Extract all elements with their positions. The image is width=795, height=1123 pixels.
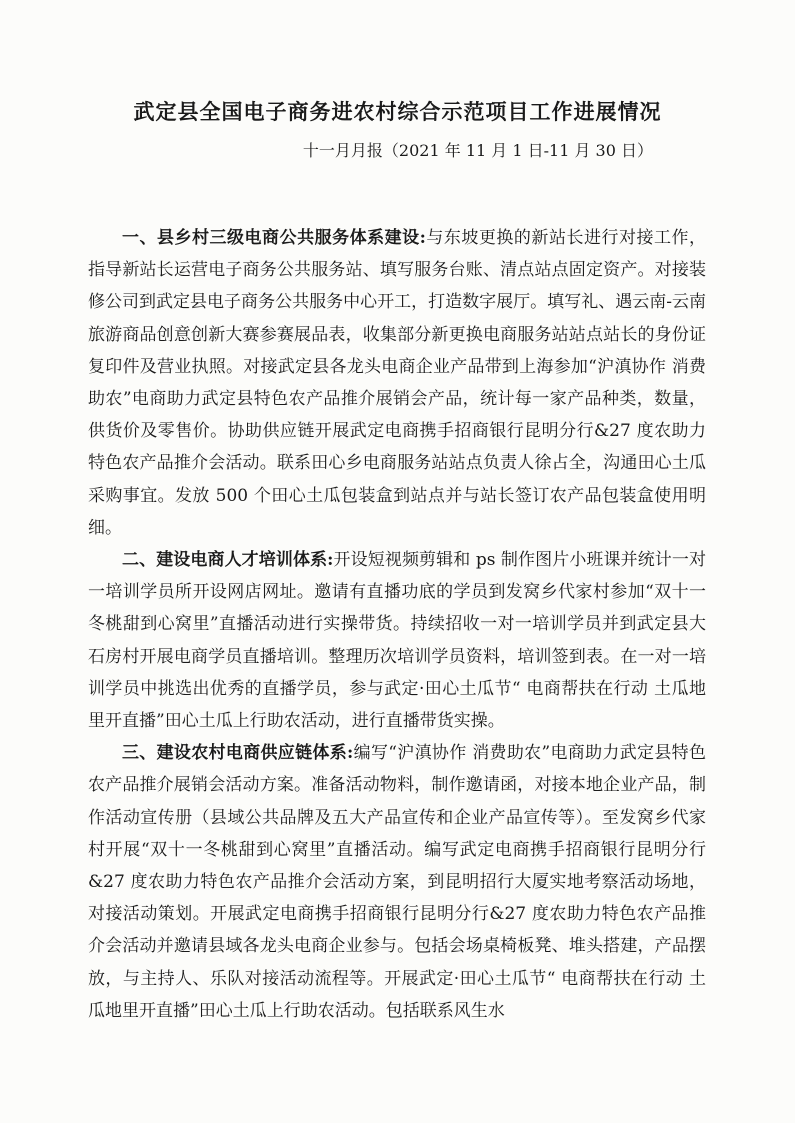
- section-1-heading: 一、县乡村三级电商公共服务体系建设:: [122, 228, 426, 248]
- section-2-text: 开设短视频剪辑和 ps 制作图片小班课并统计一对一培训学员所开设网店网址。邀请有直播功底的学员到发窝乡代家村参加“双十一冬桃甜到心窝里”直播活动进行实操带货。持续招收一对一培训学员并到武定县大石房村开展电商学员直播培训。整理历次培训学员资料，培训签到表。在一对一培训学员中挑选出优秀的直播学员，参与武定·田心土瓜节“ 电商帮扶在行动 土瓜地里开直播”田心土瓜上行助农活动，进行直播带货实操。: [88, 550, 706, 732]
- section-3-heading: 三、建设农村电商供应链体系:: [122, 743, 354, 764]
- section-3-text: 编写“沪滇协作 消费助农”电商助力武定县特色农产品推介展销会活动方案。准备活动物料，制作邀请函，对接本地企业产品，制作活动宣传册（县域公共品牌及五大产品宣传和企业产品宣传等）。至发窝乡代家村开展“双十一冬桃甜到心窝里”直播活动。编写武定电商携手招商银行昆明分行&27 度农助力特色农产品推介会活动方案，到昆明招行大厦实地考察活动场地，对接活动策划。开展武定电商携手招商银行昆明分行&27 度农助力特色农产品推介会活动并邀请县域各龙头电商企业参与。包括会场桌椅板凳、堆头搭建，产品摆放，与主持人、乐队对接活动流程等。开展武定·田心土瓜节“ 电商帮扶在行动 土瓜地里开直播”田心土瓜上行助农活动。包括联系风生水: [88, 743, 706, 1021]
- section-1-paragraph: [88, 222, 706, 544]
- document-subtitle: 十一月月报（2021 年 11 月 1 日-11 月 30 日）: [302, 141, 653, 160]
- section-2-paragraph: [88, 544, 706, 737]
- document-title: 武定县全国电子商务进农村综合示范项目工作进展情况: [133, 99, 662, 124]
- section-1-text: 与东坡更换的新站长进行对接工作，指导新站长运营电子商务公共服务站、填写服务台账、清点站点固定资产。对接装修公司到武定县电子商务公共服务中心开工，打造数字展厅。填写礼、遇云南-云南旅游商品创意创新大赛参赛展品表，收集部分新更换电商服务站站点站长的身份证复印件及营业执照。对接武定县各龙头电商企业产品带到上海参加“沪滇协作 消费助农”电商助力武定县特色农产品推介展销会产品，统计每一家产品种类，数量，供货价及零售价。协助供应链开展武定电商携手招商银行昆明分行&27 度农助力特色农产品推介会活动。联系田心乡电商服务站站点负责人徐占全，沟通田心土瓜采购事宜。发放 500 个田心土瓜包装盒到站点并与站长签订农产品包装盒使用明细。: [88, 228, 706, 538]
- section-3-paragraph: [88, 737, 706, 1027]
- section-2-heading: 二、建设电商人才培训体系:: [122, 550, 334, 571]
- document-body: [88, 222, 706, 1027]
